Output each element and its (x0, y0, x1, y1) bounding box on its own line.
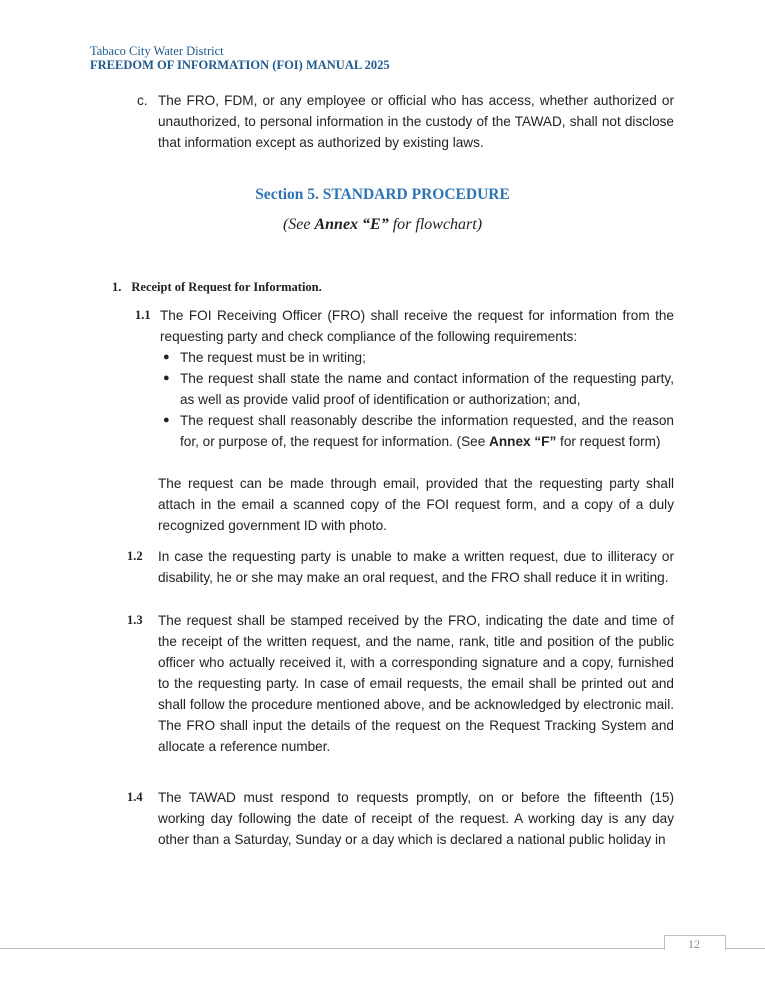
item-c-marker: c. (137, 93, 148, 108)
bullet-icon: ● (163, 351, 170, 363)
manual-title: FREEDOM OF INFORMATION (FOI) MANUAL 2025 (90, 58, 390, 72)
bullet-item-3: The request shall reasonably describe the information requested, and the reason for, or purpose of, the request for information. (See Annex “F” for request form) (180, 413, 674, 449)
org-name: Tabaco City Water District (90, 44, 224, 58)
subsection-1-3-number: 1.3 (127, 613, 143, 627)
section-title: Section 5. STANDARD PROCEDURE (255, 186, 510, 203)
heading-receipt-of-request: 1. Receipt of Request for Information. (112, 280, 322, 294)
annex-f-ref: Annex “F” (489, 434, 557, 449)
bullet-item-2: The request shall state the name and contact information of the requesting party, as well as provide valid proof of identification or authorization; and, (180, 371, 674, 407)
subsection-1-1-text: The FOI Receiving Officer (FRO) shall receive the request for information from the requesting party and check compliance of the following requirements: (160, 308, 674, 344)
section-subtitle: (See Annex “E” for flowchart) (282, 216, 483, 233)
footer-divider (0, 948, 765, 949)
item-c-text: The FRO, FDM, or any employee or official who has access, whether authorized or unauthorized, to personal information in the custody of the TAWAD, shall not disclose that information except as authorized by existing laws. (158, 93, 674, 150)
page-number: 12 (688, 937, 700, 951)
subsection-1-3-text: The request shall be stamped received by the FRO, indicating the date and time of the receipt of the written request, and the name, rank, title and position of the public officer who actually received it, with a corresponding signature and a copy, furnished to the requesting party. In case of email requests, the email shall be printed out and shall follow the procedure mentioned above, and be acknowledged by electronic mail. The FRO shall input the details of the request on the Request Tracking System and allocate a reference number. (158, 613, 674, 754)
subsection-1-2-text: In case the requesting party is unable to make a written request, due to illiteracy or disability, he or she may make an oral request, and the FRO shall reduce it in writing. (158, 549, 674, 585)
subsection-1-1-number: 1.1 (135, 308, 151, 322)
subsection-1-4-number: 1.4 (127, 790, 143, 804)
bullet-icon: ● (163, 414, 170, 426)
annex-e-ref: Annex “E” (314, 216, 389, 233)
email-request-paragraph: The request can be made through email, provided that the requesting party shall attach in the email a scanned copy of the FOI request form, and a copy of a duly recognized government ID with photo. (158, 476, 674, 533)
subsection-1-4-text: The TAWAD must respond to requests promptly, on or before the fifteenth (15) working day following the date of receipt of the request. A working day is any day other than a Saturday, Sunday or a day which is declared a national public holiday in (158, 790, 674, 847)
subsection-1-2-number: 1.2 (127, 549, 143, 563)
document-header (90, 44, 390, 72)
bullet-icon: ● (163, 372, 170, 384)
bullet-item-1: The request must be in writing; (180, 350, 366, 365)
